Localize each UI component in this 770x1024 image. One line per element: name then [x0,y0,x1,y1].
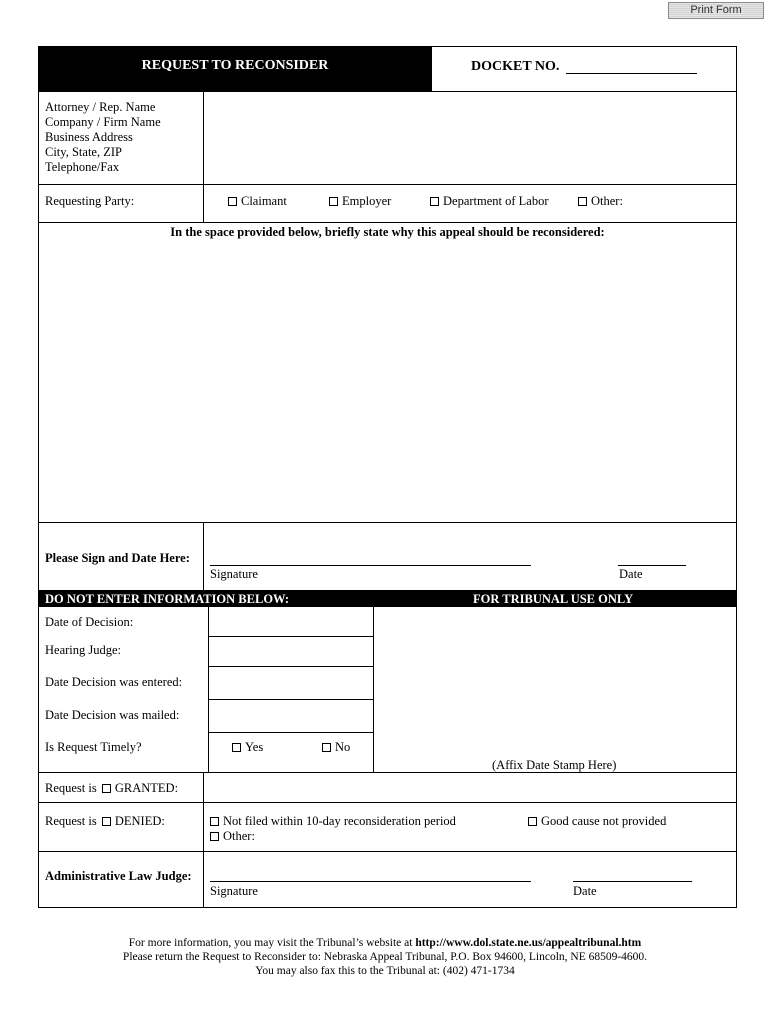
divider [39,772,736,773]
telephone-fax-label: Telephone/Fax [45,160,120,174]
divider [39,91,736,92]
city-state-zip-label: City, State, ZIP [45,145,122,159]
date-entered-label: Date Decision was entered: [45,675,183,689]
alj-date-line [573,881,692,882]
divider [203,772,204,908]
alj-signature-line [210,881,531,882]
divider [208,636,373,637]
divider [208,732,373,733]
date-stamp-caption: (Affix Date Stamp Here) [492,758,617,772]
docket-label: DOCKET NO. [471,59,560,74]
footer-fax-line: You may also fax this to the Tribunal at: (402) 471-1734 [255,965,515,977]
divider [208,666,373,667]
date-caption: Date [619,567,643,581]
docket-underline [566,73,697,74]
divider [208,699,373,700]
divider [203,91,204,222]
date-entered-input[interactable] [211,669,370,696]
timely-yes-checkbox[interactable] [232,743,241,752]
print-form-button[interactable]: Print Form [668,2,764,19]
other-party-checkbox[interactable] [578,197,587,206]
date-line [618,565,686,566]
date-input[interactable] [618,547,686,564]
date-stamp-area [374,608,736,771]
reason-instruction: In the space provided below, briefly state why this appeal should be reconsidered: [170,225,605,239]
attorney-name-label: Attorney / Rep. Name [45,100,156,114]
hearing-judge-label: Hearing Judge: [45,643,122,657]
denied-other-input[interactable] [261,827,731,845]
timely-no-checkbox[interactable] [322,743,331,752]
signature-line [210,565,531,566]
timely-yes-option[interactable]: Yes [232,740,263,755]
divider [39,802,736,803]
tribunal-use-only-label: FOR TRIBUNAL USE ONLY [473,592,634,606]
date-of-decision-input[interactable] [211,610,370,634]
alj-signature-input[interactable] [210,863,531,880]
tribunal-website-link[interactable]: http://www.dol.state.ne.us/appealtribunal.htm [415,937,642,949]
footer-website-line: For more information, you may visit the Tribunal’s website at http://www.dol.state.ne.us/appealtribunal.htm [128,937,642,949]
other-party-option[interactable]: Other: [578,194,623,209]
granted-option[interactable]: Request is GRANTED: [45,781,179,795]
docket-number-input[interactable] [564,57,699,73]
divider [39,522,736,523]
business-address-label: Business Address [45,130,133,144]
good-cause-checkbox[interactable] [528,817,537,826]
denied-checkbox[interactable] [102,817,111,826]
divider [208,607,209,772]
good-cause-option[interactable]: Good cause not provided [528,814,666,829]
sign-date-label: Please Sign and Date Here: [45,551,190,565]
hearing-judge-input[interactable] [211,639,370,663]
page-title: REQUEST TO RECONSIDER [141,58,329,73]
other-party-input[interactable] [629,192,731,210]
claimant-option[interactable]: Claimant [228,194,287,209]
department-of-labor-option[interactable]: Department of Labor [430,194,549,209]
employer-checkbox[interactable] [329,197,338,206]
alj-signature-caption: Signature [210,884,258,898]
not-filed-option[interactable]: Not filed within 10-day reconsideration period [210,814,456,829]
date-of-decision-label: Date of Decision: [45,615,134,629]
divider [39,184,736,185]
alj-date-caption: Date [573,884,597,898]
footer-return-address: Please return the Request to Reconsider to: Nebraska Appeal Tribunal, P.O. Box 94600, Lincoln, NE 68509-4600. [122,951,648,963]
department-of-labor-checkbox[interactable] [430,197,439,206]
do-not-enter-label: DO NOT ENTER INFORMATION BELOW: [45,592,290,606]
claimant-checkbox[interactable] [228,197,237,206]
divider [431,47,432,91]
denied-option[interactable]: Request is DENIED: [45,814,165,828]
denied-other-option[interactable]: Other: [210,829,255,844]
alj-label: Administrative Law Judge: [45,869,192,883]
alj-date-input[interactable] [573,863,692,880]
date-mailed-label: Date Decision was mailed: [45,708,180,722]
requesting-party-label: Requesting Party: [45,194,135,208]
reason-textarea[interactable] [43,243,731,519]
request-to-reconsider-form [38,46,737,908]
divider [39,222,736,223]
signature-input[interactable] [210,547,531,564]
date-mailed-input[interactable] [211,702,370,729]
attorney-info-textarea[interactable] [207,95,731,181]
divider [39,851,736,852]
request-timely-label: Is Request Timely? [45,740,142,754]
not-filed-checkbox[interactable] [210,817,219,826]
timely-no-option[interactable]: No [322,740,350,755]
company-firm-label: Company / Firm Name [45,115,161,129]
divider [203,522,204,590]
granted-checkbox[interactable] [102,784,111,793]
employer-option[interactable]: Employer [329,194,391,209]
signature-caption: Signature [210,567,258,581]
denied-other-checkbox[interactable] [210,832,219,841]
